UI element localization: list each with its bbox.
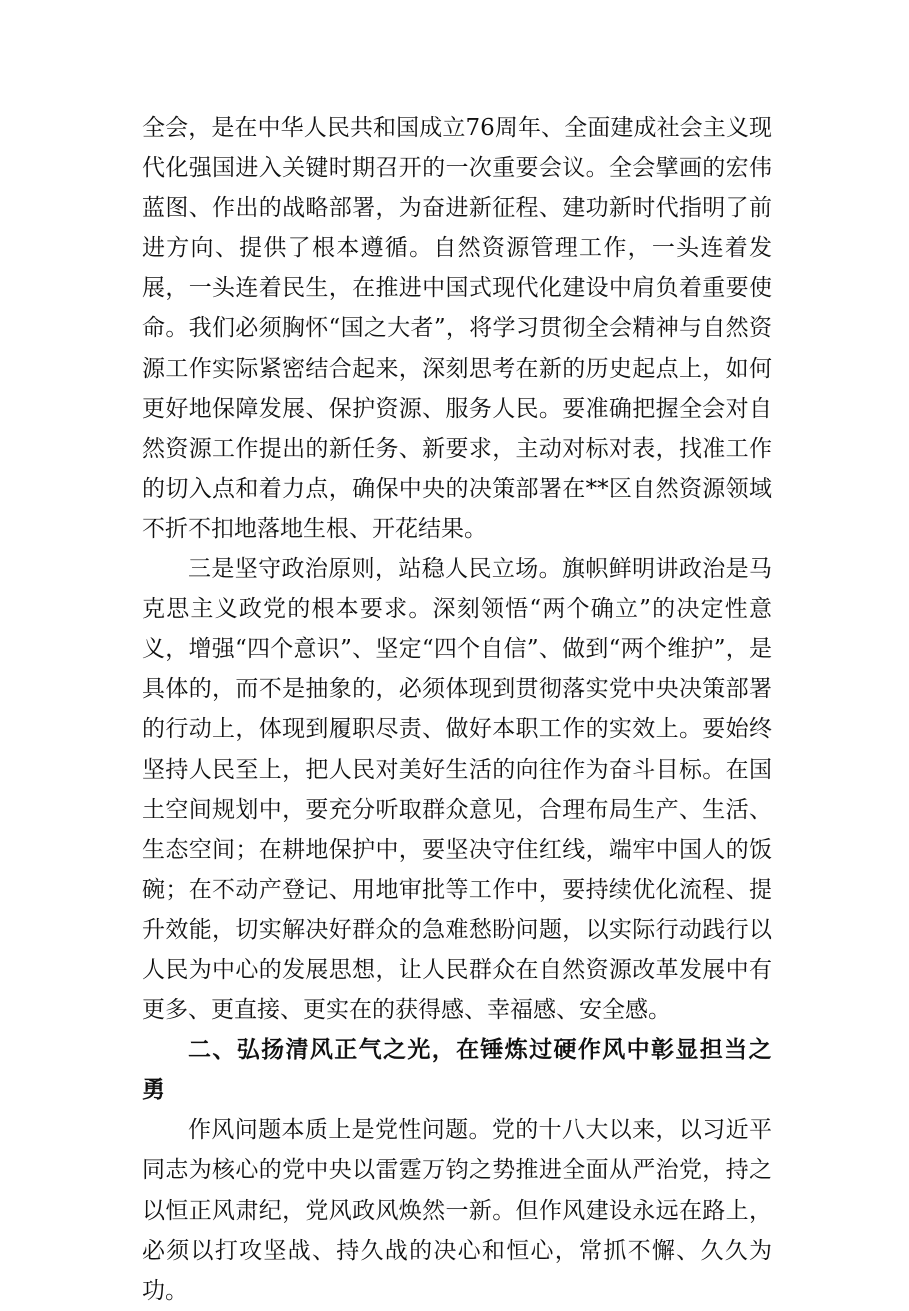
body-paragraph: 三是坚守政治原则，站稳人民立场。旗帜鲜明讲政治是马克思主义政党的根本要求。深刻领悟“两个确立”的决定性意义，增强“四个意识”、坚定“四个自信”、做到“两个维护”，是具体的，而不是抽象的，必须体现到贯彻落实党中央决策部署的行动上，体现到履职尽责、做好本职工作的实效上。要始终坚持人民至上，把人民对美好生活的向往作为奋斗目标。在国土空间规划中，要充分听取群众意见，合理布局生产、生活、生态空间；在耕地保护中，要坚决守住红线，端牢中国人的饭碗；在不动产登记、用地审批等工作中，要持续优化流程、提升效能，切实解决好群众的急难愁盼问题，以实际行动践行以人民为中心的发展思想，让人民群众在自然资源改革发展中有更多、更直接、更实在的获得感、幸福感、安全感。	[142, 556, 772, 1024]
body-paragraph: 全会，是在中华人民共和国成立76周年、全面建成社会主义现代化强国进入关键时期召开的一次重要会议。全会擘画的宏伟蓝图、作出的战略部署，为奋进新征程、建功新时代指明了前进方向、提供了根本遵循。自然资源管理工作，一头连着发展，一头连着民生，在推进中国式现代化建设中肩负着重要使命。我们必须胸怀“国之大者”，将学习贯彻全会精神与自然资源工作实际紧密结合起来，深刻思考在新的历史起点上，如何更好地保障发展、保护资源、服务人民。要准确把握全会对自然资源工作提出的新任务、新要求，主动对标对表，找准工作的切入点和着力点，确保中央的决策部署在**区自然资源领域不折不扣地落地生根、开花结果。	[142, 115, 772, 542]
section-heading: 二、弘扬清风正气之光，在锤炼过硬作风中彰显担当之勇	[142, 1037, 772, 1104]
body-paragraph: 作风问题本质上是党性问题。党的十八大以来，以习近平同志为核心的党中央以雷霆万钧之势推进全面从严治党，持之以恒正风肃纪，党风政风焕然一新。但作风建设永远在路上，必须以打攻坚战、持久战的决心和恒心，常抓不懈、久久为功。	[142, 1117, 772, 1304]
document-body	[142, 108, 772, 1311]
